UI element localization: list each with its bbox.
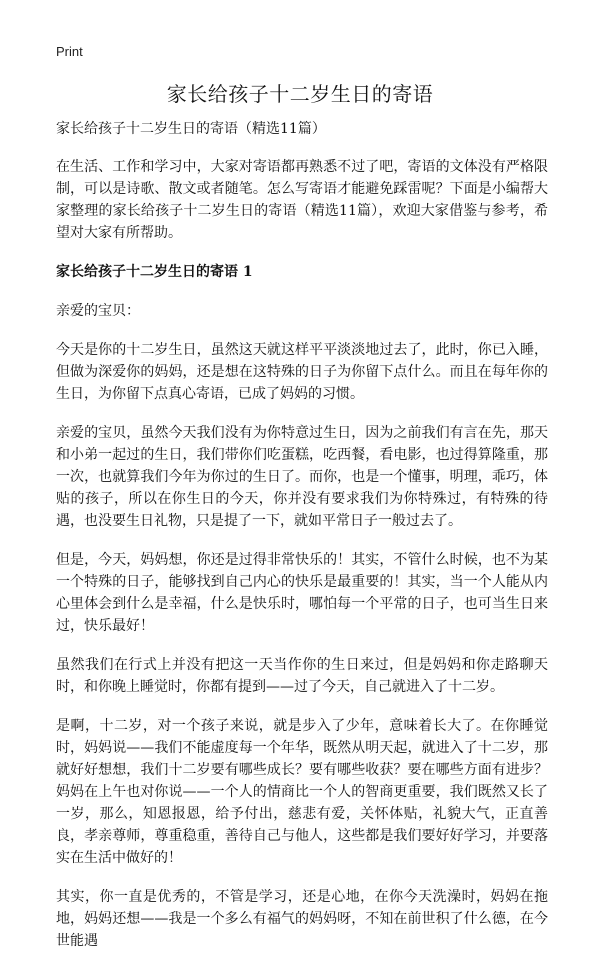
greeting-paragraph: 亲爱的宝贝： — [56, 303, 140, 319]
body-paragraph: 亲爱的宝贝，虽然今天我们没有为你特意过生日，因为之前我们有言在先，那天和小弟一起过的生日，我们带你们吃蛋糕，吃西餐，看电影，也过得算隆重，那一次，也就算我们今年为你过的生日了。而你，也是一个懂事，明理，乖巧，体贴的孩子，所以在你生日的今天，你并没有要求我们为你特殊过，有特殊的待遇，也没要生日礼物，只是提了一下，就如平常日子一般过去了。 — [56, 425, 548, 529]
document-subtitle: 家长给孩子十二岁生日的寄语（精选11篇） — [56, 121, 326, 137]
body-paragraph: 但是，今天，妈妈想，你还是过得非常快乐的！其实，不管什么时候，也不为某一个特殊的日子，能够找到自己内心的快乐是最重要的！其实，当一个人能从内心里体会到什么是幸福，什么是快乐时，哪怕每一个平常的日子，也可当生日来过，快乐最好！ — [56, 552, 548, 634]
body-paragraph: 虽然我们在行式上并没有把这一天当作你的生日来过，但是妈妈和你走路聊天时，和你晚上睡觉时，你都有提到——过了今天，自己就进入了十二岁。 — [56, 657, 548, 695]
body-paragraph: 今天是你的十二岁生日，虽然这天就这样平平淡淡地过去了，此时，你已入睡，但做为深爱你的妈妈，还是想在这特殊的日子为你留下点什么。而且在每年你的生日，为你留下点真心寄语，已成了妈妈的习惯。 — [56, 342, 548, 402]
print-link[interactable]: Print — [56, 44, 83, 59]
page-title: 家长给孩子十二岁生日的寄语 — [166, 82, 434, 106]
body-paragraph: 是啊，十二岁，对一个孩子来说，就是步入了少年，意味着长大了。在你睡觉时，妈妈说——我们不能虚度每一个年华，既然从明天起，就进入了十二岁，那就好好想想，我们十二岁要有哪些成长？要有哪些收获？要在哪些方面有进步？妈妈在上午也对你说——一个人的情商比一个人的智商更重要，我们既然又长了一岁，那么，知恩报恩，给予付出，慈悲有爱，关怀体贴，礼貌大气，正直善良，孝亲尊师，尊重稳重，善待自己与他人，这些都是我们要好好学习，并要落实在生活中做好的！ — [56, 718, 548, 866]
intro-paragraph: 在生活、工作和学习中，大家对寄语都再熟悉不过了吧，寄语的文体没有严格限制，可以是诗歌、散文或者随笔。怎么写寄语才能避免踩雷呢？下面是小编帮大家整理的家长给孩子十二岁生日的寄语（精选11篇），欢迎大家借鉴与参考，希望对大家有所帮助。 — [56, 159, 548, 241]
document-body — [56, 118, 548, 969]
body-paragraph: 其实，你一直是优秀的，不管是学习，还是心地，在你今天洗澡时，妈妈在拖地，妈妈还想——我是一个多么有福气的妈妈呀，不知在前世积了什么德，在今世能遇 — [56, 889, 548, 949]
section-heading: 家长给孩子十二岁生日的寄语 1 — [56, 264, 253, 280]
